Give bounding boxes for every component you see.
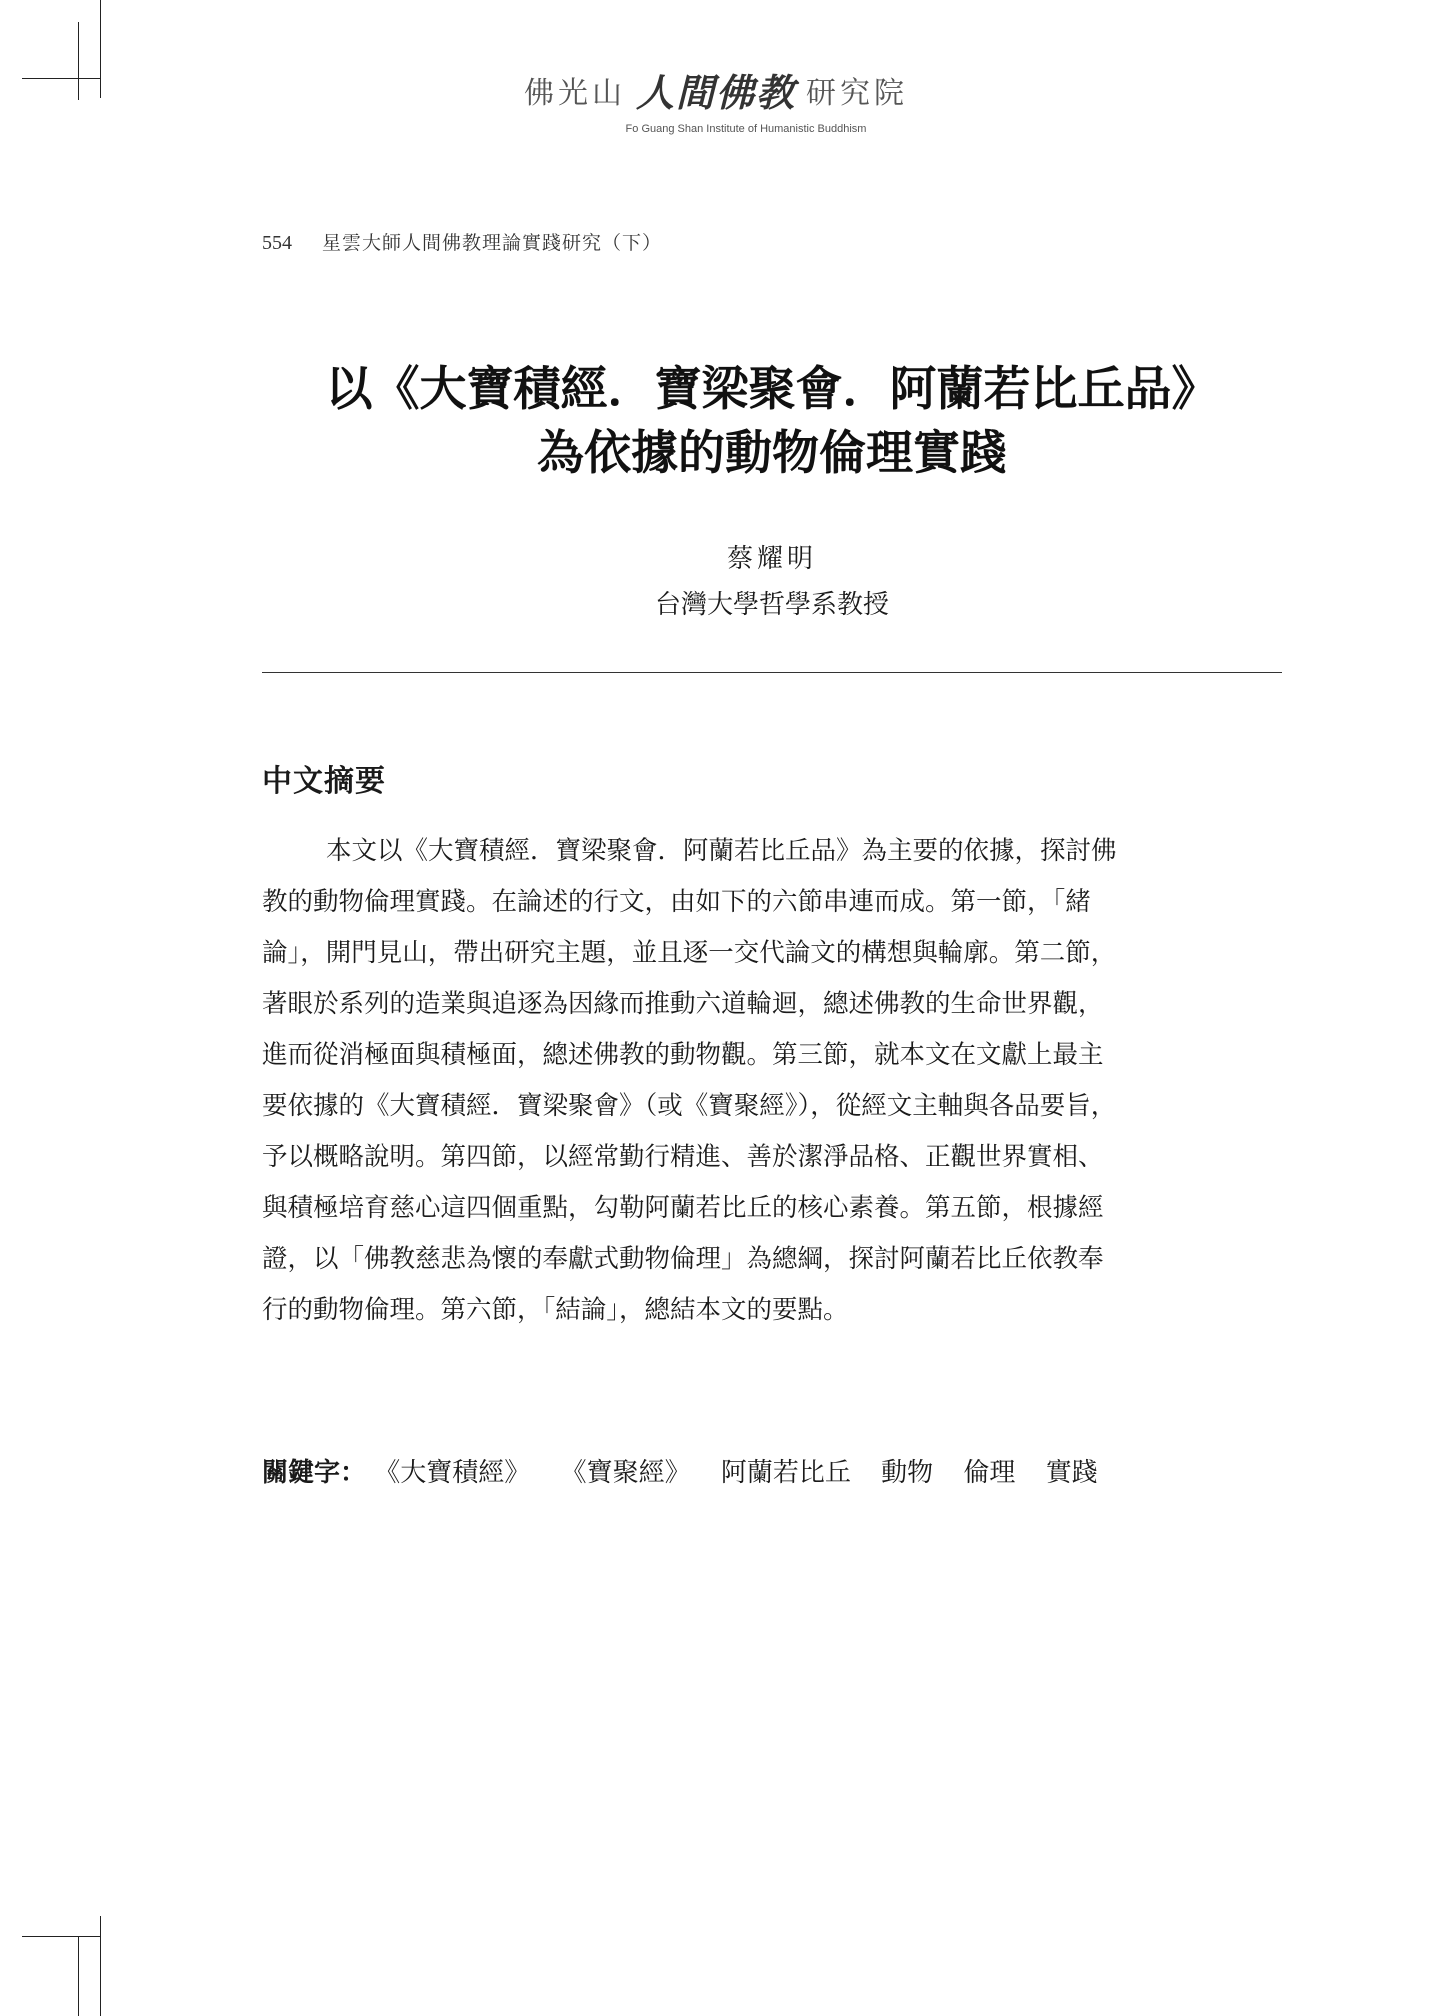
- book-title: 星雲大師人間佛教理論實踐研究（下）: [322, 232, 663, 254]
- abstract-body: [262, 826, 1282, 1336]
- crop-mark: [78, 1936, 79, 2016]
- author-affiliation: 台灣大學哲學系教授: [654, 590, 889, 620]
- abstract-line: 教的動物倫理實踐。在論述的行文，由如下的六節串連而成。第一節，「緒: [262, 887, 1091, 917]
- keywords-label: 關鍵字：: [262, 1458, 367, 1488]
- abstract-line: 本文以《大寶積經．寶梁聚會．阿蘭若比丘品》為主要的依據，探討佛: [326, 836, 1117, 866]
- keywords: [262, 1452, 1120, 1489]
- institute-name-left: 佛光山: [523, 75, 626, 111]
- abstract-line: 進而從消極面與積極面，總述佛教的動物觀。第三節，就本文在文獻上最主: [262, 1040, 1104, 1070]
- keyword: 阿蘭若比丘: [720, 1458, 851, 1488]
- abstract-line: 予以概略說明。第四節，以經常勤行精進、善於潔淨品格、正觀世界實相、: [262, 1142, 1104, 1172]
- keyword: 倫理: [963, 1458, 1016, 1488]
- institute-brand-logo: 人間佛教: [635, 70, 796, 115]
- page-number: 554: [262, 232, 292, 254]
- title-line: 以《大寶積經．寶梁聚會．阿蘭若比丘品》: [325, 362, 1219, 417]
- crop-mark: [100, 1916, 101, 2016]
- article-title: [262, 358, 1282, 486]
- author-name: 蔡耀明: [726, 544, 817, 574]
- running-head: [262, 228, 662, 255]
- abstract-line: 證，以「佛教慈悲為懷的奉獻式動物倫理」為總綱，探討阿蘭若比丘依教奉: [262, 1244, 1104, 1274]
- abstract-line: 行的動物倫理。第六節，「結論」，總結本文的要點。: [262, 1295, 849, 1325]
- crop-mark: [22, 1936, 100, 1937]
- title-line: 為依據的動物倫理實踐: [537, 426, 1007, 481]
- abstract-heading: 中文摘要: [262, 764, 386, 799]
- abstract-line: 與積極培育慈心這四個重點，勾勒阿蘭若比丘的核心素養。第五節，根據經: [262, 1193, 1104, 1223]
- abstract-line: 著眼於系列的造業與追逐為因緣而推動六道輪迴，總述佛教的生命世界觀，: [262, 989, 1104, 1019]
- divider: [262, 672, 1282, 673]
- keyword: 實踐: [1045, 1458, 1098, 1488]
- abstract-line: 論」，開門見山，帶出研究主題，並且逐一交代論文的構想與輪廓。第二節，: [262, 938, 1117, 968]
- keyword: 《大寶積經》: [374, 1458, 531, 1488]
- keyword: 動物: [881, 1458, 934, 1488]
- abstract-line: 要依據的《大寶積經．寶梁聚會》（或《寶聚經》），從經文主軸與各品要旨，: [262, 1091, 1117, 1121]
- institute-english-name: Fo Guang Shan Institute of Humanistic Buddhism: [625, 123, 867, 135]
- keyword: 《寶聚經》: [560, 1458, 691, 1488]
- institute-header: [0, 62, 1432, 135]
- institute-name-right: 研究院: [806, 75, 908, 111]
